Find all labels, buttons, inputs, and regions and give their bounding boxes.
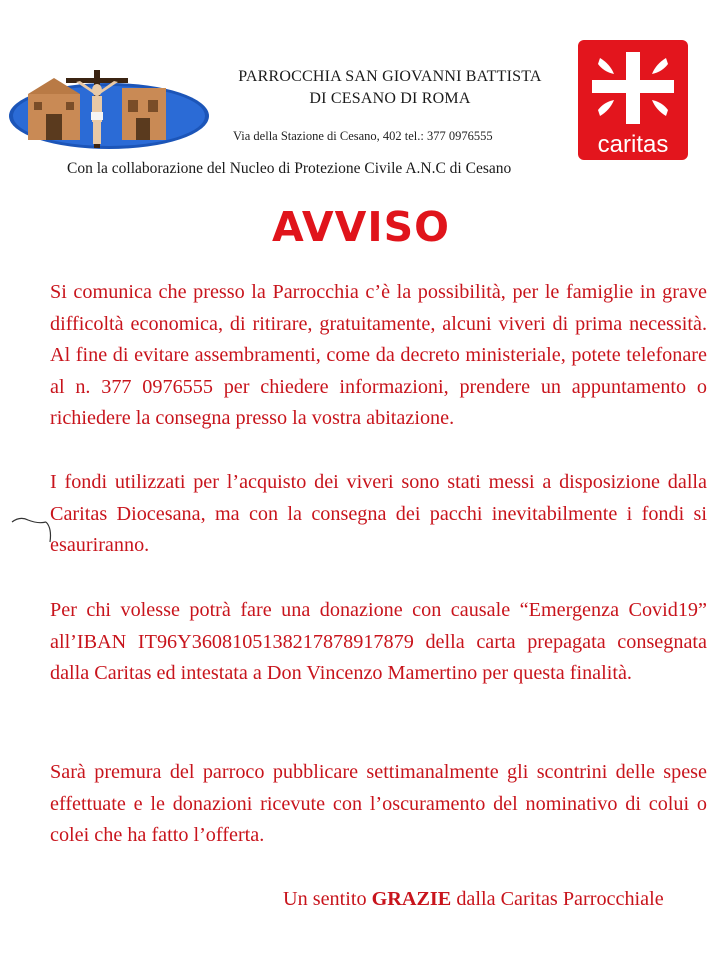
paragraph-donation: Per chi volesse potrà fare una donazione con causale “Emergenza Covid19” all’IBAN IT96Y3608105138217878917879 della carta prepagata consegnata dalla Caritas ed intestata a Don Vincenzo Mamertino per questa finalità. [50,599,707,684]
parish-name-line2: DI CESANO DI ROMA [309,90,471,107]
closing-thanks [283,888,664,911]
pen-mark-icon [10,508,54,552]
closing-emphasis: GRAZIE [371,888,452,910]
parish-logo-icon [6,66,212,152]
paragraph-availability: Si comunica che presso la Parrocchia c’è la possibilità, per le famiglie in grave difficoltà economica, di ritirare, gratuitamente, alcuni viveri di prima necessità. Al fine di evitare assembramenti, come da decreto ministeriale, potete telefonare al n. 377 0976555 per chiedere informazioni, prendere un appuntamento o richiedere la consegna presso la vostra abitazione. [50,281,707,429]
caritas-logo-text: caritas [597,131,669,158]
parish-address: Via della Stazione di Cesano, 402 tel.: 377 0976555 [233,129,493,143]
closing-suffix: dalla Caritas Parrocchiale [451,888,664,910]
paragraph-receipts: Sarà premura del parroco pubblicare settimanalmente gli scontrini delle spese effettuate e le donazioni ricevute con l’oscuramento del nominativo di colui o colei che ha fatto l’offerta. [50,761,707,846]
caritas-cross-icon [578,40,688,160]
paragraph-funds: I fondi utilizzati per l’acquisto dei viveri sono stati messi a disposizione dalla Caritas Diocesana, ma con la consegna dei pacchi inevitabilmente i fondi si esauriranno. [50,471,707,556]
closing-prefix: Un sentito [283,888,372,910]
collaboration-line: Con la collaborazione del Nucleo di Protezione Civile A.N.C di Cesano [67,160,512,177]
parish-name-line1: PARROCCHIA SAN GIOVANNI BATTISTA [238,68,542,85]
notice-title: AVVISO [271,203,451,251]
parish-header [210,66,570,110]
